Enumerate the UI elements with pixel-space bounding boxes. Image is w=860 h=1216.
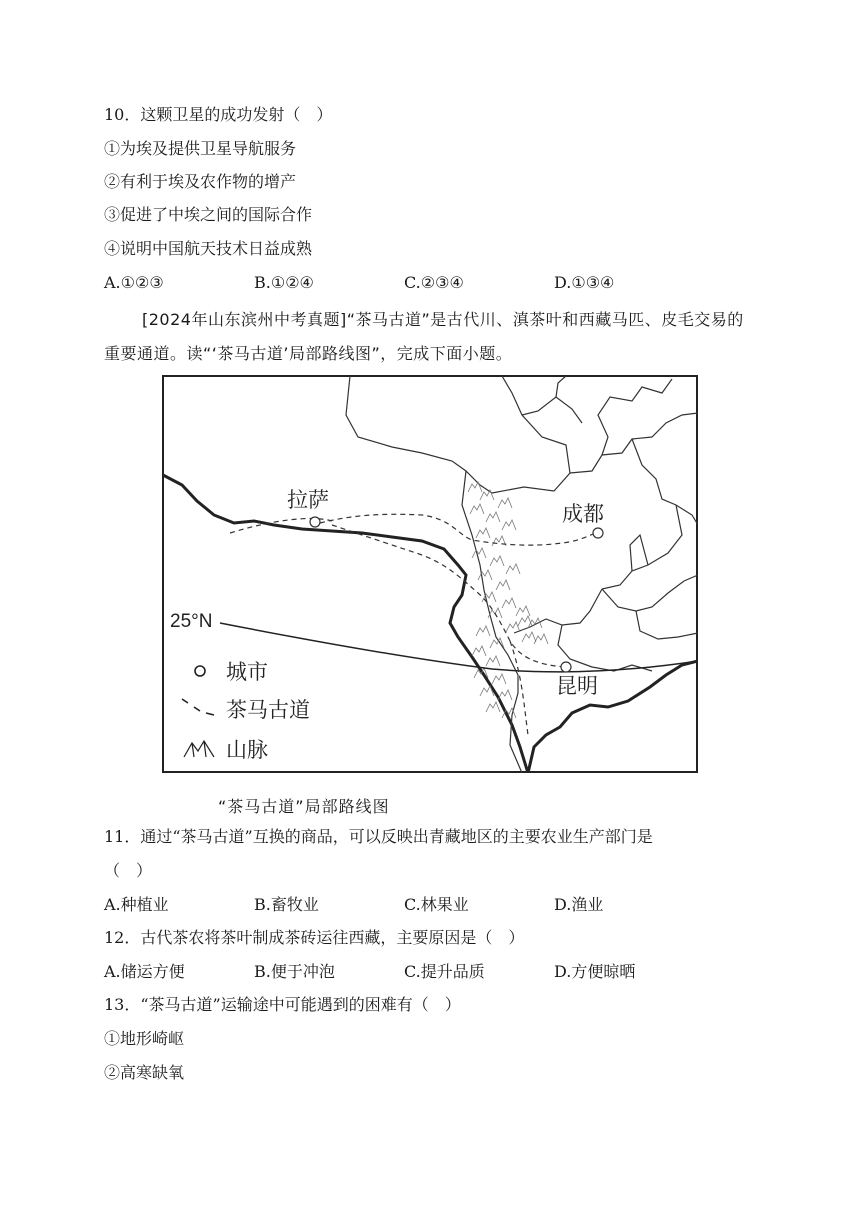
q10-stem: 10．这颗卫星的成功发射（ ） [104,105,333,124]
legend-route-label: 茶马古道 [226,698,310,722]
q12-option-d: D.方便晾晒 [554,962,636,981]
q11-stem-cont: （ ） [104,861,153,880]
city-label-lhasa: 拉萨 [287,488,329,512]
city-marker-chengdu [593,528,603,538]
city-label-kunming: 昆明 [556,674,598,698]
q13-stem: 13．“茶马古道”运输途中可能遇到的困难有（ ） [104,995,461,1014]
q12-option-b: B.便于冲泡 [254,962,335,981]
q10-option-c: C.②③④ [404,273,464,292]
q11-stem: 11．通过“茶马古道”互换的商品，可以反映出青藏地区的主要农业生产部门是 [104,827,653,846]
q11-option-a: A.种植业 [104,895,169,914]
q12-option-a: A.储运方便 [104,962,185,981]
legend-mountain-label: 山脉 [226,738,268,762]
q11-option-c: C.林果业 [404,895,469,914]
city-marker-kunming [561,662,571,672]
q12-stem: 12．古代茶农将茶叶制成茶砖运往西藏，主要原因是（ ） [104,928,525,947]
q13-item-2: ②高寒缺氧 [104,1063,185,1082]
latitude-label: 25°N [170,611,213,632]
q10-item-4: ④说明中国航天技术日益成熟 [104,239,313,258]
q11-option-d: D.渔业 [554,895,604,914]
q10-option-a: A.①②③ [104,273,164,292]
q10-item-2: ②有利于埃及农作物的增产 [104,172,297,191]
legend-city-label: 城市 [226,660,268,684]
city-marker-lhasa [310,517,320,527]
q10-item-1: ①为埃及提供卫星导航服务 [104,139,297,158]
q13-item-1: ①地形崎岖 [104,1029,185,1048]
q10-item-3: ③促进了中埃之间的国际合作 [104,205,313,224]
legend-city-symbol [195,666,205,676]
intro-paragraph: [2024年山东滨州中考真题]“茶马古道”是古代川、滇茶叶和西藏马匹、皮毛交易的重要通道。读“‘茶马古道’局部路线图”，完成下面小题。 [104,310,744,363]
map-caption: “茶马古道”局部路线图 [218,797,390,816]
q11-option-b: B.畜牧业 [254,895,319,914]
q12-option-c: C.提升品质 [404,962,485,981]
q10-option-d: D.①③④ [554,273,615,292]
q10-option-b: B.①②④ [254,273,314,292]
city-label-chengdu: 成都 [562,502,604,526]
tea-horse-road-map [162,375,698,773]
